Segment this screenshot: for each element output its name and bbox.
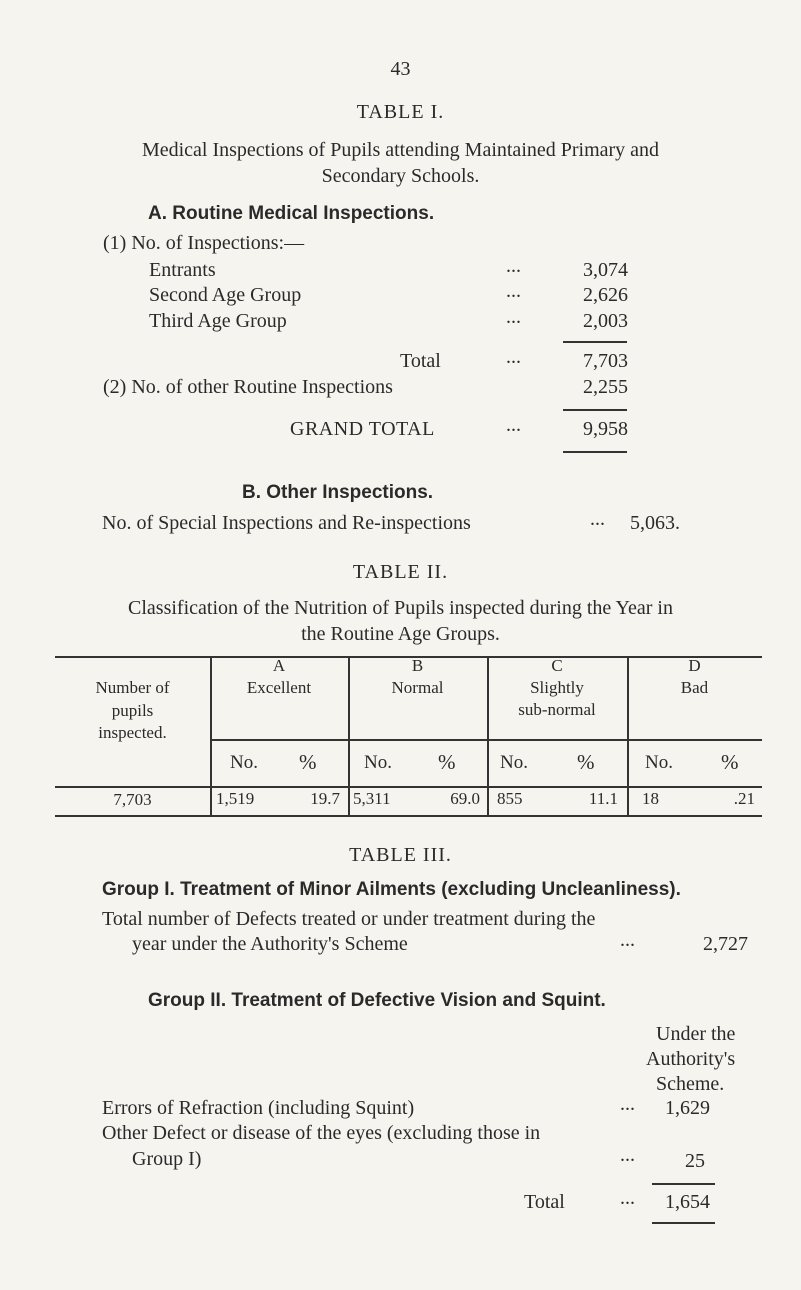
grand-total-rule-top [563, 409, 627, 411]
other-value: 25 [685, 1150, 705, 1172]
table2-bottom-rule [55, 815, 762, 817]
row-second-age-value: 2,626 [583, 284, 628, 306]
errors-value: 1,629 [665, 1097, 710, 1119]
row-entrants-dots: ... [506, 255, 521, 277]
table3-total-value: 1,654 [665, 1191, 710, 1213]
group-b-letter: B [411, 656, 424, 675]
total-label: Total [400, 350, 441, 372]
row-third-age-value: 2,003 [583, 310, 628, 332]
group1-line2: year under the Authority's Scheme [132, 933, 408, 955]
total-dots: ... [506, 346, 521, 368]
row-entrants-label: Entrants [149, 259, 216, 281]
col-pupils-line3: inspected. [98, 723, 167, 742]
table3-total-dots: ... [620, 1187, 635, 1209]
table3-total-rule-bottom [652, 1222, 715, 1224]
group-c-no-value: 855 [497, 789, 523, 808]
group-b-pct-header: % [438, 750, 456, 774]
special-label: No. of Special Inspections and Re-inspections [102, 512, 471, 534]
row-third-age-label: Third Age Group [149, 310, 287, 332]
special-value: 5,063. [630, 512, 680, 534]
group-b-no-header: No. [364, 752, 392, 773]
group-b-no-value: 5,311 [353, 789, 391, 808]
col-pupils-line1: Number of [95, 678, 170, 697]
item1-label: (1) No. of Inspections:— [103, 232, 305, 254]
grand-total-label: GRAND TOTAL [290, 418, 435, 440]
section-a-heading: A. Routine Medical Inspections. [148, 203, 435, 224]
table1-subtitle-line1: Medical Inspections of Pupils attending Maintained Primary and [141, 139, 660, 161]
table2-data-rule [55, 786, 762, 788]
other-line2: Group I) [132, 1148, 202, 1170]
group-c-letter: C [551, 656, 563, 675]
group-d-name: Bad [680, 678, 709, 697]
group-d-pct-value: .21 [733, 789, 755, 808]
item2-value: 2,255 [583, 376, 628, 398]
group-a-pct-value: 19.7 [310, 789, 340, 808]
row-second-age-label: Second Age Group [149, 284, 302, 306]
group-a-no-header: No. [230, 752, 258, 773]
group-d-pct-header: % [721, 750, 739, 774]
group-d-no-value: 18 [642, 789, 659, 808]
table1-title: TABLE I. [356, 101, 445, 123]
grand-total-value: 9,958 [583, 418, 628, 440]
group-c-pct-header: % [577, 750, 595, 774]
col-head-line2: Authority's [646, 1048, 736, 1070]
group-a-letter: A [272, 656, 286, 675]
special-dots: ... [590, 508, 605, 530]
group1-line1: Total number of Defects treated or under treatment during the [102, 908, 596, 930]
table3-total-rule-top [652, 1183, 715, 1185]
group2-heading: Group II. Treatment of Defective Vision and Squint. [148, 990, 606, 1011]
grand-total-rule-bottom [563, 451, 627, 453]
col-pupils-line2: pupils [111, 701, 154, 720]
table2-title: TABLE II. [352, 561, 449, 583]
group-c-name-line2: sub-normal [518, 700, 596, 719]
group-a-pct-header: % [299, 750, 317, 774]
group-b-name: Normal [391, 678, 444, 697]
group-d-no-header: No. [645, 752, 673, 773]
other-line1: Other Defect or disease of the eyes (excluding those in [102, 1122, 541, 1144]
group-b-pct-value: 69.0 [450, 789, 480, 808]
section-b-heading: B. Other Inspections. [242, 482, 434, 503]
total-value: 7,703 [583, 350, 628, 372]
row-entrants-value: 3,074 [583, 259, 628, 281]
group-d-letter: D [688, 656, 701, 675]
total-rule [563, 341, 627, 343]
group1-dots: ... [620, 929, 635, 951]
table2-subtitle-line2: the Routine Age Groups. [301, 623, 500, 645]
data-total-pupils: 7,703 [113, 790, 152, 809]
table2-subtitle-line1: Classification of the Nutrition of Pupils inspected during the Year in [128, 597, 673, 619]
row-third-age-dots: ... [506, 306, 521, 328]
item2-label: (2) No. of other Routine Inspections [103, 376, 393, 398]
other-dots: ... [620, 1144, 635, 1166]
table1-subtitle-line2: Secondary Schools. [321, 165, 480, 187]
table3-total-label: Total [524, 1191, 565, 1213]
table3-title: TABLE III. [349, 844, 452, 866]
group1-value: 2,727 [703, 933, 748, 955]
group1-heading: Group I. Treatment of Minor Ailments (excluding Uncleanliness). [102, 879, 681, 900]
col-head-line3: Scheme. [656, 1073, 725, 1095]
errors-dots: ... [620, 1093, 635, 1115]
group-c-pct-value: 11.1 [588, 789, 618, 808]
page-number: 43 [390, 58, 411, 80]
table2-sub-rule [210, 739, 762, 741]
group-c-name-line1: Slightly [530, 678, 584, 697]
group-a-no-value: 1,519 [216, 789, 255, 808]
group-a-name: Excellent [246, 678, 312, 697]
row-second-age-dots: ... [506, 280, 521, 302]
group-c-no-header: No. [500, 752, 528, 773]
errors-label: Errors of Refraction (including Squint) [102, 1097, 415, 1119]
grand-total-dots: ... [506, 414, 521, 436]
col-head-line1: Under the [656, 1023, 736, 1045]
